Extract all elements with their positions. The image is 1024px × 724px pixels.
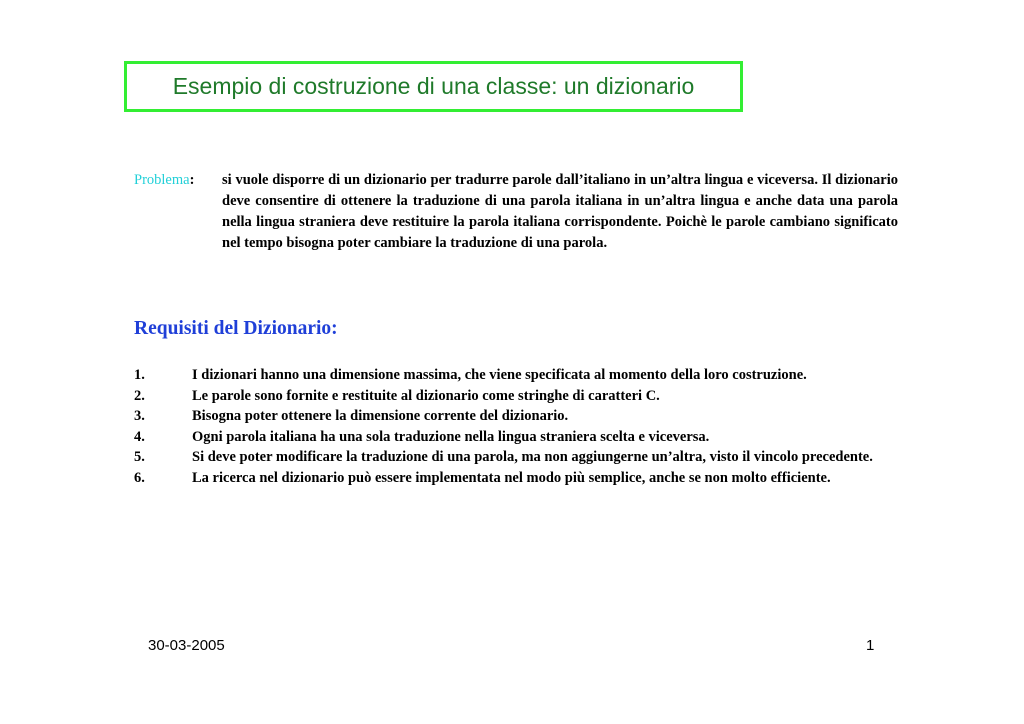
item-number: 4. [134,428,145,445]
problem-section [134,170,898,254]
item-text: Ogni parola italiana ha una sola traduzione nella lingua straniera scelta e viceversa. [192,428,710,445]
list-item [134,365,874,386]
list-item [134,427,874,448]
problem-keyword: Problema [134,172,190,188]
item-number: 3. [134,408,145,424]
page-number: 1 [866,637,875,654]
item-number: 6. [134,469,145,486]
item-number: 1. [134,367,145,383]
problem-label [134,170,222,254]
footer-date: 30-03-2005 [148,637,225,654]
list-item [134,406,874,427]
page-title: Esempio di costruzione di una classe: un dizionario [172,73,695,99]
item-text: Bisogna poter ottenere la dimensione corrente del dizionario. [192,408,569,424]
item-text: I dizionari hanno una dimensione massima, che viene specificata al momento della loro costruzione. [192,367,807,383]
requirements-list [134,365,874,488]
list-item [134,468,874,489]
item-text: La ricerca nel dizionario può essere implementata nel modo più semplice, anche se non molto efficiente. [192,469,831,486]
problem-text: si vuole disporre di un dizionario per tradurre parole dall’italiano in un’altra lingua e viceversa. Il dizionario deve consentire di ottenere la traduzione di una parola italiana in un’altra lingua e anche data una parola nella lingua straniera deve restituire la parola italiana corrispondente. Poichè le parole cambiano significato nel tempo bisogna poter cambiare la traduzione di una parola. [222,172,898,251]
list-item [134,447,874,468]
problem-colon: : [189,172,195,188]
item-number: 5. [134,449,145,465]
list-item [134,386,874,407]
requirements-heading: Requisiti del Dizionario: [134,318,338,339]
item-text: Si deve poter modificare la traduzione di una parola, ma non aggiungerne un’altra, visto il vincolo precedente. [192,449,873,465]
item-text: Le parole sono fornite e restituite al dizionario come stringhe di caratteri C. [192,387,660,404]
title-box [124,61,743,112]
item-number: 2. [134,387,145,404]
